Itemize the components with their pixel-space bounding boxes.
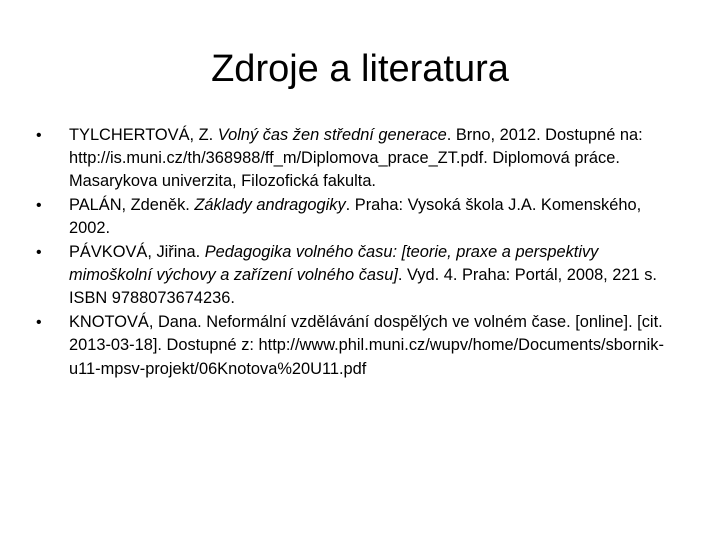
bullet-icon — [36, 311, 48, 334]
reference-author: PALÁN, Zdeněk. — [69, 196, 195, 215]
bullet-icon — [36, 241, 48, 264]
reference-author: PÁVKOVÁ, Jiřina. — [69, 243, 205, 262]
reference-details: . Brno, 2012. Dostupné na: http://is.muni.cz/th/368988/ff_m/Diplomova_prace_ZT.pdf. Diplomová práce. Masarykova univerzita, Filozofická fakulta. — [69, 126, 643, 191]
reference-text — [69, 126, 643, 190]
reference-title: Základy andragogiky — [194, 196, 346, 215]
reference-item — [36, 124, 684, 194]
bullet-icon — [36, 124, 48, 147]
reference-author: KNOTOVÁ, Dana. Neformální vzdělávání dospělých ve volném čase. [online]. [cit. 2013-03-18]. Dostupné z: http://www.phil.muni.cz/wupv/home/Documents/sbornik-u11-mpsv-projekt/06Knotova%20U11.pdf — [69, 313, 664, 378]
reference-details: . Praha: Vysoká škola J.A. Komenského, 2002. — [69, 196, 642, 238]
bullet-icon — [36, 194, 48, 217]
reference-title: Volný čas žen střední generace — [217, 126, 447, 144]
reference-text — [69, 313, 664, 377]
reference-details: . Vyd. 4. Praha: Portál, 2008, 221 s. ISBN 9788073674236. — [69, 266, 657, 308]
reference-item — [36, 311, 684, 381]
reference-text — [69, 243, 657, 307]
reference-list — [36, 124, 684, 381]
reference-item — [36, 194, 684, 240]
reference-title: Pedagogika volného času: [teorie, praxe a perspektivy mimoškolní výchovy a zařízení volného času] — [69, 243, 599, 285]
reference-item — [36, 241, 684, 311]
reference-text — [69, 196, 641, 237]
reference-author: TYLCHERTOVÁ, Z. — [69, 126, 218, 144]
slide-title: Zdroje a literatura — [211, 48, 509, 90]
